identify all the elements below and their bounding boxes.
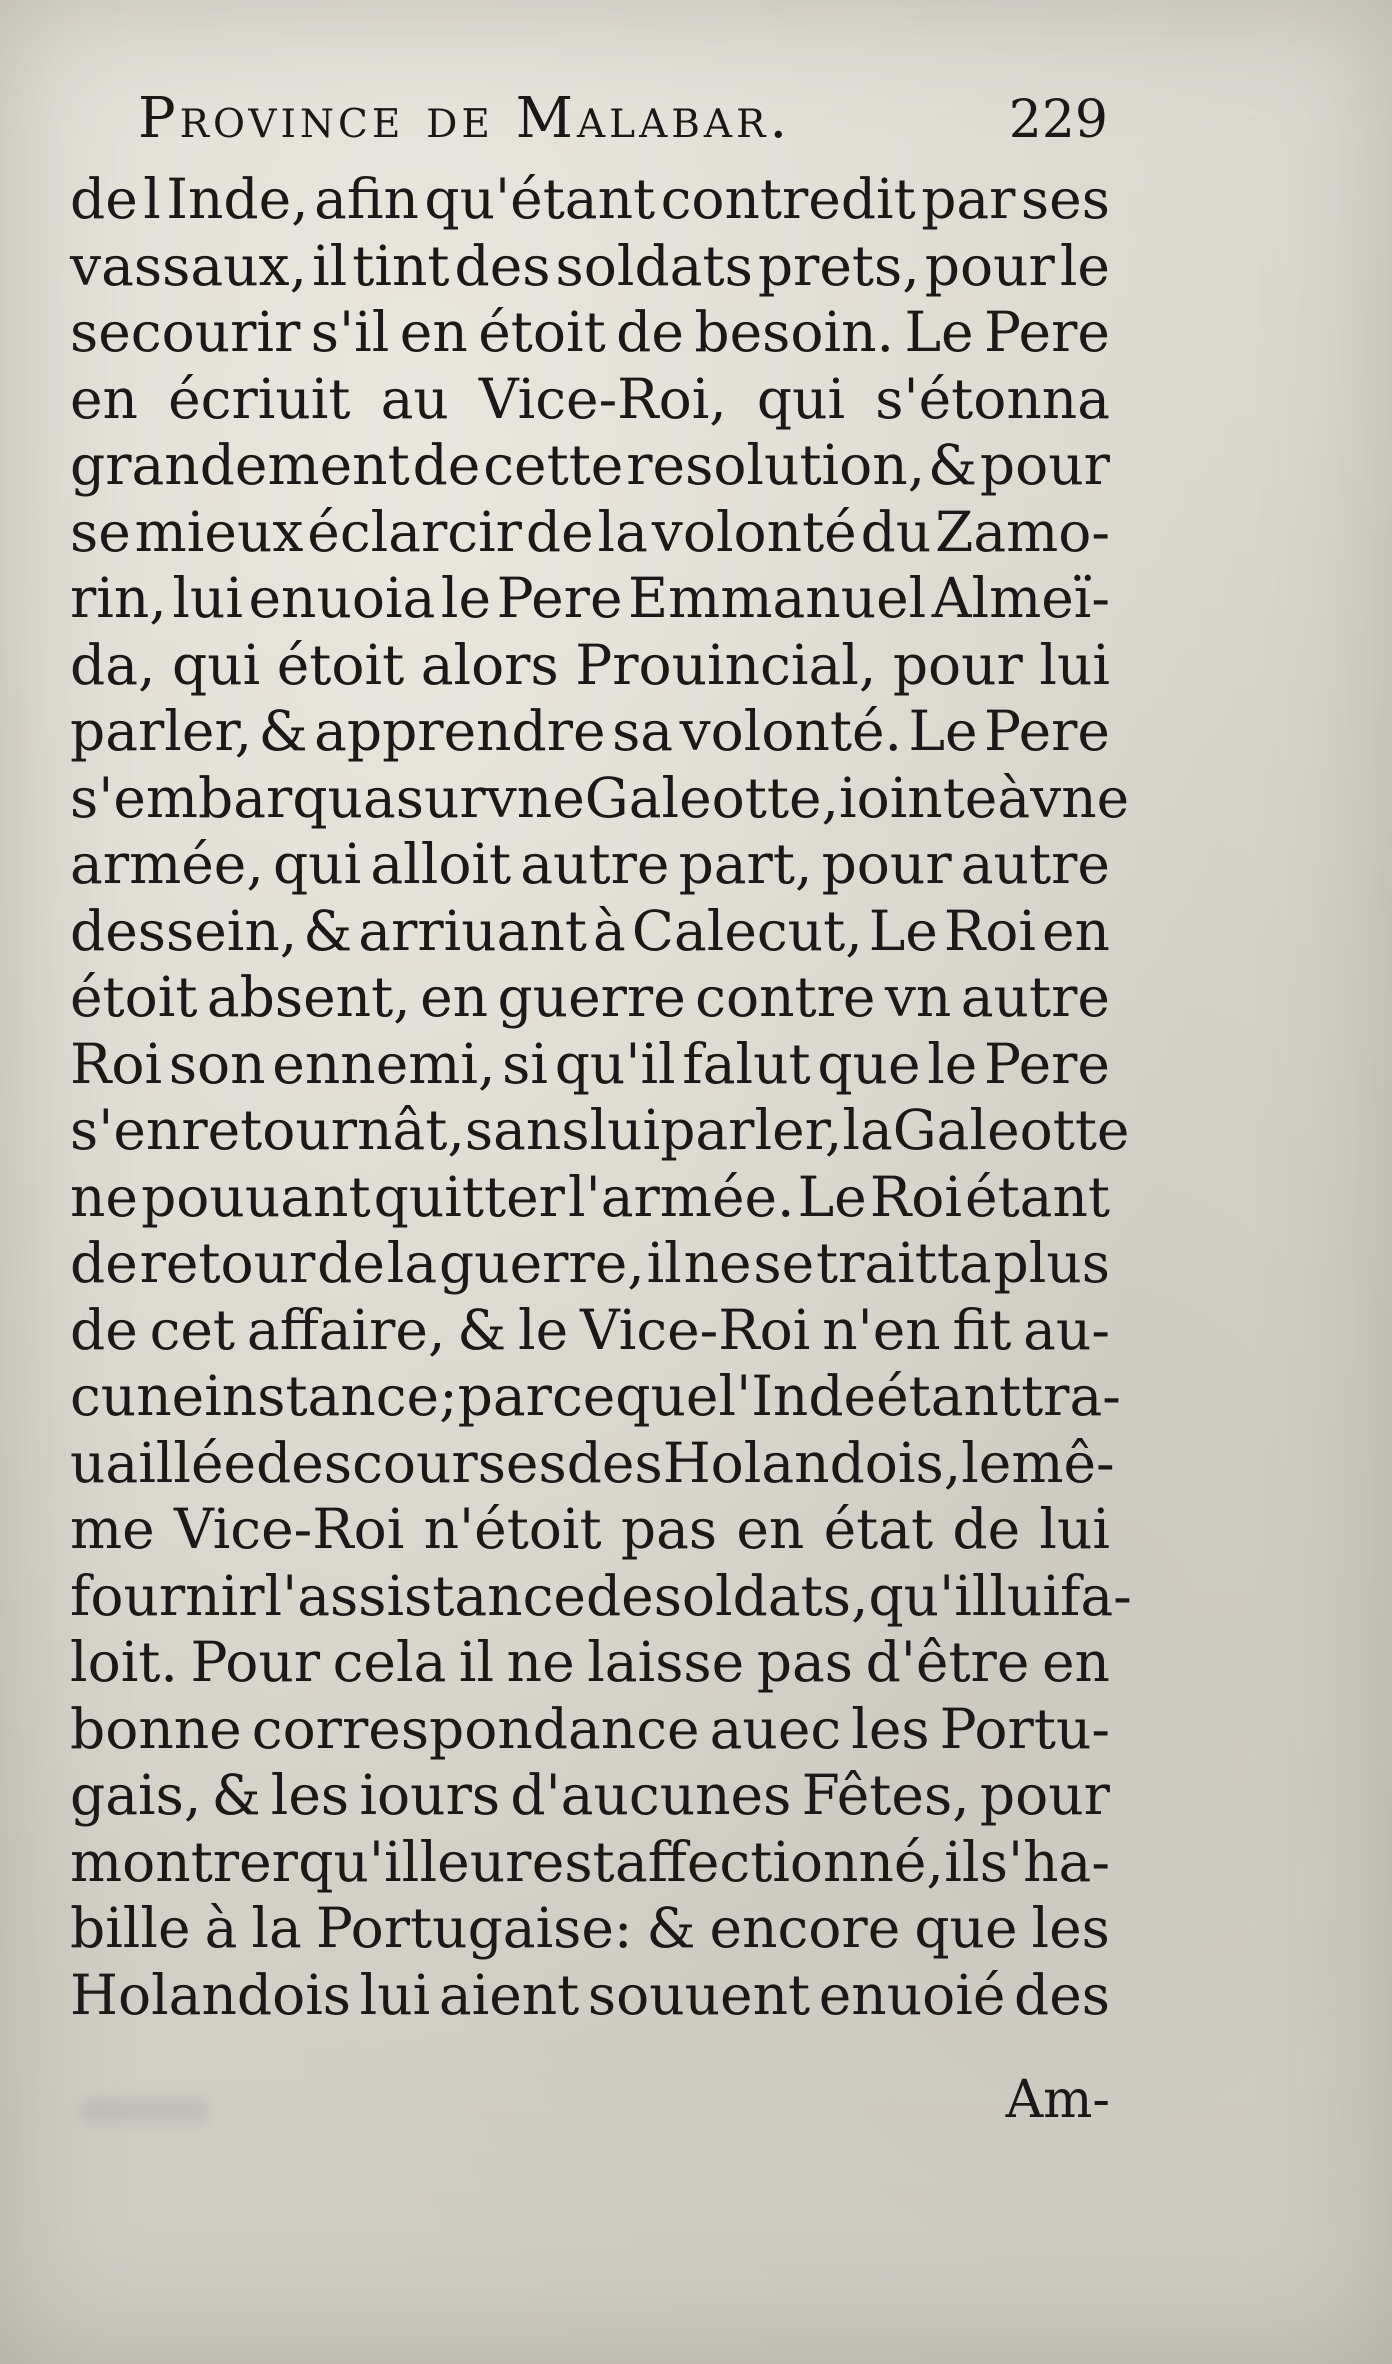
word: il <box>458 1630 495 1694</box>
word: du <box>860 499 932 564</box>
word: étant <box>965 1164 1110 1229</box>
word: instance; <box>204 1364 458 1428</box>
word: Roi <box>943 898 1036 963</box>
word: Le <box>908 699 978 763</box>
word: de <box>317 1231 385 1295</box>
word: lui <box>1039 632 1110 697</box>
word: & <box>303 898 353 963</box>
text-line <box>70 1297 1110 1364</box>
word: ne <box>506 1630 575 1694</box>
word: mê- <box>1011 1430 1115 1495</box>
word: le <box>518 1297 569 1362</box>
word: retour <box>139 1231 316 1295</box>
word: à <box>593 898 626 963</box>
word: secourir <box>70 300 301 364</box>
word: étant <box>876 1364 1022 1428</box>
word: étoit <box>478 300 606 364</box>
word: volonté. <box>679 699 903 763</box>
word: l'armée. <box>568 1164 795 1229</box>
text-line <box>70 1829 1110 1896</box>
word: Fêtes, <box>801 1763 970 1827</box>
word: en <box>70 366 138 431</box>
word: qui <box>272 832 362 896</box>
word: ses <box>1020 167 1110 231</box>
word: alloit <box>370 832 512 896</box>
word: pour <box>924 233 1055 298</box>
word: volonté <box>651 499 857 564</box>
word: laisse <box>587 1630 745 1694</box>
word: traitta <box>815 1231 992 1295</box>
word: qu'étant <box>424 167 656 231</box>
text-line <box>70 299 1110 366</box>
word: cune <box>70 1364 205 1428</box>
word: mieux <box>134 499 304 564</box>
word: la <box>842 1098 893 1162</box>
word: soldats, <box>653 1563 869 1628</box>
word: à <box>997 765 1031 830</box>
word: lui <box>1039 1497 1110 1561</box>
word: loit. <box>70 1630 178 1694</box>
word: son <box>168 1031 266 1096</box>
word: cette <box>483 433 624 497</box>
text-line <box>70 565 1110 632</box>
word: la <box>386 1231 438 1295</box>
word: écriuit <box>168 366 351 431</box>
word: qui <box>171 632 261 697</box>
word: au- <box>1023 1297 1110 1362</box>
word: tint <box>352 233 450 298</box>
word: & <box>928 433 978 497</box>
word: l'assistance <box>264 1563 586 1628</box>
catchword: Am- <box>1005 2070 1110 2130</box>
word: s'embarqua <box>70 765 396 830</box>
word: dessein, <box>70 898 298 963</box>
word: étoit <box>276 632 405 697</box>
word: & <box>457 1297 507 1362</box>
word: lui <box>359 1962 431 2027</box>
word: affaire, <box>246 1297 446 1362</box>
word: arriuant <box>358 898 587 963</box>
word: au <box>380 366 449 431</box>
word: guerre, <box>438 1231 645 1295</box>
word: s'étonna <box>875 366 1110 431</box>
word: étoit <box>70 965 198 1029</box>
word: contre <box>695 965 876 1029</box>
word: cela <box>332 1630 447 1694</box>
text-line <box>70 1363 1121 1430</box>
word: pas <box>756 1630 853 1694</box>
text-line <box>70 499 1110 566</box>
word: da, <box>70 632 156 697</box>
word: d'être <box>865 1630 1030 1694</box>
text-line <box>70 831 1110 898</box>
word: des <box>566 1430 663 1495</box>
word: uaillée <box>70 1430 257 1495</box>
word: que <box>615 1364 719 1428</box>
word: qui <box>756 366 846 431</box>
word: & <box>646 1896 696 1960</box>
word: Roi <box>869 1164 962 1229</box>
word: encore <box>709 1896 901 1960</box>
word: Calecut, <box>631 898 863 963</box>
word: il <box>312 233 348 298</box>
word: se <box>70 499 131 564</box>
word: que <box>817 1031 921 1096</box>
word: contredit <box>660 167 916 231</box>
word: Zamo- <box>935 499 1110 564</box>
page-header <box>138 86 1108 164</box>
word: s'en <box>70 1098 182 1162</box>
text-line <box>70 366 1110 433</box>
word: les <box>851 1696 930 1761</box>
word: pouuant <box>141 1164 371 1229</box>
word: fit <box>952 1297 1012 1362</box>
word: de <box>585 1563 654 1628</box>
word: iointe <box>838 765 998 830</box>
word: Portu- <box>939 1696 1110 1761</box>
word: resolution, <box>626 433 926 497</box>
text-line <box>70 1895 1110 1962</box>
word: & <box>211 1763 261 1827</box>
word: alors <box>420 632 559 697</box>
word: en <box>420 965 489 1029</box>
word: fa- <box>1060 1563 1132 1628</box>
word: vassaux, <box>70 233 308 298</box>
text-line <box>70 1031 1110 1098</box>
word: parler, <box>70 699 253 763</box>
word: lui <box>172 566 243 630</box>
word: tra- <box>1021 1364 1121 1428</box>
word: Almeï- <box>931 566 1110 630</box>
word: auec <box>709 1696 842 1761</box>
word: fournir <box>70 1563 265 1628</box>
word: pour <box>979 1763 1110 1827</box>
word: la <box>251 1896 302 1960</box>
word: soldats <box>555 233 753 298</box>
word: aient <box>438 1962 580 2027</box>
word: sa <box>612 699 674 763</box>
body-text <box>70 166 1132 2028</box>
word: souuent <box>587 1962 811 2027</box>
word: de <box>616 300 684 364</box>
word: la <box>597 499 648 564</box>
word: ne <box>70 1164 138 1229</box>
word: Prouincial, <box>575 632 877 697</box>
text-line <box>70 1696 1110 1763</box>
word: l <box>143 167 161 231</box>
word: ne <box>683 1231 752 1295</box>
text-line <box>70 1962 1110 2029</box>
text-line <box>70 1762 1110 1829</box>
word: Galeotte <box>892 1098 1130 1162</box>
word: vne <box>485 765 585 830</box>
word: Pere <box>984 699 1110 763</box>
word: éclarcir <box>307 499 522 564</box>
word: de <box>70 167 138 231</box>
word: si <box>502 1031 548 1096</box>
word: besoin. <box>694 300 894 364</box>
word: Le <box>904 300 974 364</box>
word: rin, <box>70 566 167 630</box>
text-line <box>70 698 1110 765</box>
word: d'aucunes <box>510 1763 792 1827</box>
word: Roi <box>70 1031 163 1096</box>
word: & <box>258 699 308 763</box>
word: Inde, <box>166 167 309 231</box>
word: en <box>1041 898 1110 963</box>
text-line <box>70 898 1110 965</box>
word: apprendre <box>314 699 606 763</box>
word: plus <box>993 1231 1110 1295</box>
word: leur <box>419 1829 532 1894</box>
word: pas <box>620 1497 718 1561</box>
word: Vice-Roi <box>579 1297 811 1362</box>
text-line <box>70 432 1110 499</box>
word: qu'il <box>298 1829 420 1894</box>
word: les <box>270 1763 350 1827</box>
word: s'ha- <box>979 1829 1110 1894</box>
word: courses <box>352 1430 567 1495</box>
word: le <box>440 566 492 630</box>
word: Le <box>868 898 938 963</box>
word: les <box>1031 1896 1110 1960</box>
word: le <box>1059 233 1110 298</box>
word: de <box>70 1297 138 1362</box>
text-line <box>70 1097 1130 1164</box>
text-line <box>70 1430 1115 1497</box>
word: en <box>736 1497 805 1561</box>
text-line <box>70 166 1110 233</box>
text-line <box>70 1629 1110 1696</box>
page-number: 229 <box>1008 90 1108 150</box>
word: lui <box>989 1563 1060 1628</box>
word: part, <box>678 832 813 896</box>
word: absent, <box>206 965 411 1029</box>
word: de <box>952 1497 1021 1561</box>
word: ce <box>551 1364 616 1428</box>
word: par <box>921 167 1016 231</box>
word: Pour <box>190 1630 321 1694</box>
text-line <box>70 1164 1110 1231</box>
word: il <box>646 1231 682 1295</box>
word: des <box>454 233 551 298</box>
word: il <box>944 1829 980 1894</box>
word: sur <box>395 765 486 830</box>
word: quitter <box>373 1164 565 1229</box>
text-line <box>70 964 1110 1031</box>
word: vn <box>884 965 952 1029</box>
word: retournât, <box>181 1098 465 1162</box>
word: à <box>204 1896 238 1960</box>
text-line <box>70 1563 1132 1630</box>
word: sans <box>464 1098 590 1162</box>
word: Vice-Roi, <box>478 366 727 431</box>
word: correspondance <box>251 1696 700 1761</box>
word: de <box>525 499 594 564</box>
word: en <box>399 300 468 364</box>
word: n'en <box>822 1297 941 1362</box>
word: ennemi, <box>272 1031 496 1096</box>
word: Pere <box>496 566 623 630</box>
word: prets, <box>757 233 920 298</box>
word: pour <box>979 433 1110 497</box>
word: des <box>256 1430 353 1495</box>
word: vne <box>1030 765 1130 830</box>
word: bonne <box>70 1696 242 1761</box>
word: montrer <box>70 1829 298 1894</box>
word: de <box>412 433 481 497</box>
word: lui <box>589 1098 661 1162</box>
word: que <box>914 1896 1018 1960</box>
word: Holandois <box>70 1962 352 2027</box>
word: autre <box>520 832 670 896</box>
text-line <box>70 233 1110 300</box>
running-head: Province de Malabar. <box>138 86 792 151</box>
word: gais, <box>70 1763 202 1827</box>
word: Holandois, <box>662 1430 962 1495</box>
word: afin <box>314 167 419 231</box>
word: enuoié <box>818 1962 1006 2027</box>
word: le <box>961 1430 1012 1495</box>
word: autre <box>960 832 1110 896</box>
word: autre <box>960 965 1110 1029</box>
word: qu'il <box>868 1563 990 1628</box>
word: de <box>70 1231 138 1295</box>
word: guerre <box>497 965 686 1029</box>
word: armée, <box>70 832 264 896</box>
word: pour <box>821 832 952 896</box>
text-line <box>70 765 1130 832</box>
word: Vice-Roi <box>173 1497 405 1561</box>
word: affectionné, <box>615 1829 944 1894</box>
text-line <box>70 1496 1110 1563</box>
word: état <box>823 1497 934 1561</box>
word: cet <box>149 1297 236 1362</box>
word: Portugaise: <box>315 1896 633 1960</box>
word: s'il <box>310 300 390 364</box>
word: grandement <box>70 433 410 497</box>
word: se <box>753 1231 815 1295</box>
word: Pere <box>984 1031 1110 1096</box>
word: Le <box>797 1164 867 1229</box>
word: enuoia <box>248 566 436 630</box>
word: parler, <box>660 1098 843 1162</box>
word: qu'il <box>554 1031 676 1096</box>
word: par <box>457 1364 552 1428</box>
word: Pere <box>984 300 1110 364</box>
ink-smudge <box>80 2098 210 2124</box>
word: Galeotte, <box>584 765 839 830</box>
text-line <box>70 1230 1110 1297</box>
word: iours <box>359 1763 501 1827</box>
word: des <box>1013 1962 1110 2027</box>
word: bille <box>70 1896 191 1960</box>
word: en <box>1041 1630 1110 1694</box>
text-line <box>70 632 1110 699</box>
word: le <box>927 1031 978 1096</box>
word: Emmanuel <box>628 566 927 630</box>
word: falut <box>682 1031 811 1096</box>
word: pour <box>892 632 1023 697</box>
word: est <box>531 1829 615 1894</box>
word: l'Inde <box>718 1364 877 1428</box>
word: me <box>70 1497 155 1561</box>
word: n'étoit <box>423 1497 602 1561</box>
